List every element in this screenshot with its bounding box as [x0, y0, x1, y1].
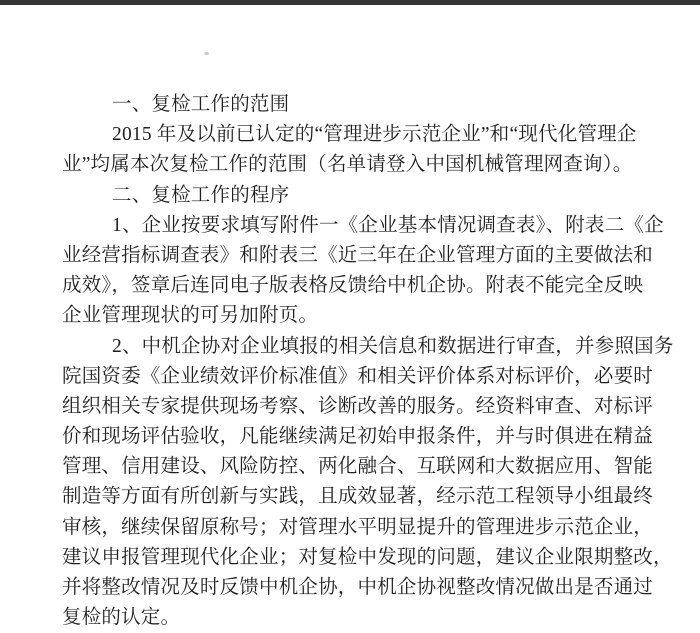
- text-line: 院国资委《企业绩效评价标准值》和相关评价体系对标评价，必要时: [62, 365, 654, 387]
- text-line: 企业管理现状的可另加附页。: [62, 305, 319, 327]
- text-line: 2、中机企协对企业填报的相关信息和数据进行审查，并参照国务: [112, 335, 674, 357]
- text-line: 2015 年及以前已认定的“管理进步示范企业”和“现代化管理企: [112, 124, 637, 146]
- text-line: 并将整改情况及时反馈中机企协，中机企协视整改情况做出是否通过: [62, 577, 654, 598]
- text-line: 成效》，签章后连同电子版表格反馈给中机企协。附表不能完全反映: [62, 275, 644, 297]
- text-line: 价和现场评估验收，凡能继续满足初始申报条件，并与时俱进在精益: [62, 426, 654, 448]
- text-line: 制造等方面有所创新与实践，且成效显著，经示范工程领导小组最终: [62, 486, 654, 508]
- text-line: 审核，继续保留原称号；对管理水平明显提升的管理进步示范企业，: [62, 516, 654, 538]
- text-line: 业”均属本次复检工作的范围（名单请登入中国机械管理网查询）。: [62, 154, 633, 176]
- text-line: 建议申报管理现代化企业；对复检中发现的问题，建议企业限期整改，: [62, 546, 673, 568]
- scanner-edge-bar: [0, 0, 700, 5]
- heading-line-procedure: 二、复检工作的程序: [112, 184, 290, 206]
- scan-artifact: [204, 52, 209, 55]
- text-line: 管理、信用建设、风险防控、两化融合、互联网和大数据应用、智能: [62, 456, 654, 478]
- text-line: 业经营指标调查表》和附表三《近三年在企业管理方面的主要做法和: [62, 244, 654, 266]
- document-page: [62, 90, 674, 633]
- text-line: 组织相关专家提供现场考察、诊断改善的服务。经资料审查、对标评: [62, 395, 654, 417]
- text-line: 1、企业按要求填写附件一《企业基本情况调查表》、附表二《企: [112, 214, 664, 236]
- text-line: 复检的认定。: [62, 607, 181, 629]
- heading-line-scope: 一、复检工作的范围: [112, 94, 290, 115]
